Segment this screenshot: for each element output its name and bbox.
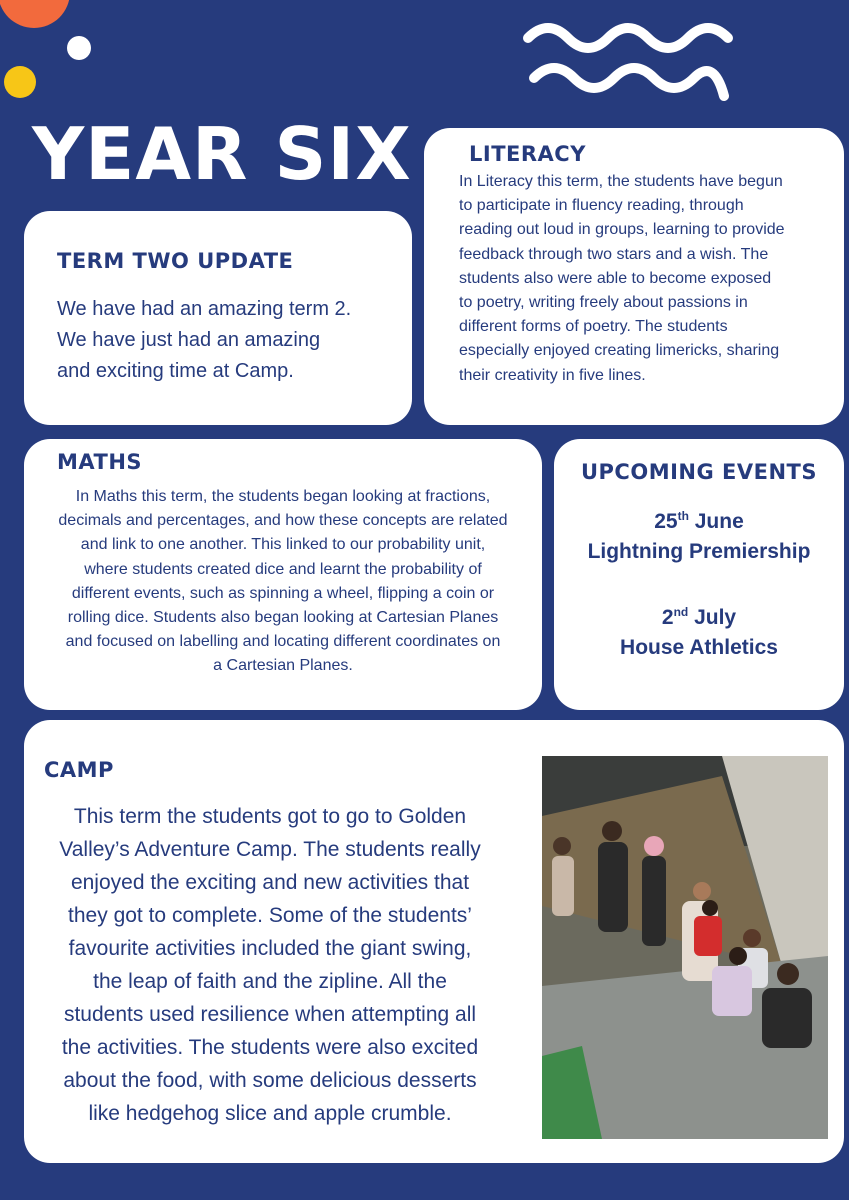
text-line: like hedgehog slice and apple crumble.	[88, 1102, 452, 1125]
text-line: especially enjoyed creating limericks, sharing	[459, 342, 780, 360]
text-line: and link to one another. This linked to our probability unit,	[80, 536, 486, 554]
text-line: decimals and percentages, and how these concepts are related	[58, 512, 508, 530]
event-name: Lightning Premiership	[587, 540, 811, 563]
text-line: to participate in fluency reading, through	[459, 197, 744, 215]
text-line: In Maths this term, the students began looking at fractions,	[75, 488, 491, 505]
event-date	[554, 509, 844, 534]
camp-photo	[542, 756, 828, 1139]
camp-heading: CAMP	[44, 758, 114, 782]
events-card	[554, 439, 844, 710]
text-line: enjoyed the exciting and new activities that	[70, 871, 470, 894]
event-day: 25	[654, 510, 678, 533]
text-line: about the food, with some delicious desserts	[63, 1069, 477, 1092]
text-line: and focused on labelling and locating different coordinates on	[65, 633, 501, 651]
maths-heading: MATHS	[57, 450, 143, 474]
event-item	[554, 509, 844, 564]
text-line: favourite activities included the giant swing,	[68, 937, 472, 960]
text-line: We have had an amazing term 2.	[57, 298, 352, 320]
text-line: the leap of faith and the zipline. All the	[93, 970, 447, 993]
camp-card	[24, 720, 844, 1163]
event-day-suffix: th	[677, 509, 689, 523]
text-line: different events, such as spinning a wheel, flipping a coin or	[71, 584, 495, 602]
literacy-text	[459, 170, 785, 388]
maths-text	[24, 485, 542, 679]
page-title: YEAR SIX	[32, 112, 412, 196]
text-line: This term the students got to go to Golden	[73, 805, 467, 828]
text-line: they got to complete. Some of the students’	[68, 904, 472, 927]
events-heading: UPCOMING EVENTS	[580, 460, 817, 484]
text-line: students also were able to become exposed	[459, 269, 772, 287]
white-dot-decoration	[67, 36, 91, 60]
text-line: students used resilience when attempting all	[63, 1003, 477, 1026]
text-line: feedback through two stars and a wish. The	[459, 245, 769, 263]
event-item	[554, 605, 844, 660]
text-line: different forms of poetry. The students	[459, 318, 728, 336]
term-update-heading: TERM TWO UPDATE	[57, 249, 294, 273]
literacy-card	[424, 128, 844, 425]
wave-decoration	[518, 16, 738, 112]
text-line: reading out loud in groups, learning to provide	[459, 221, 785, 239]
text-line: their creativity in five lines.	[459, 366, 646, 384]
text-line: We have just had an amazing	[57, 329, 321, 351]
event-day-suffix: nd	[673, 605, 689, 619]
text-line: and exciting time at Camp.	[57, 360, 294, 382]
event-name: House Athletics	[620, 636, 778, 659]
event-month: June	[694, 510, 744, 533]
orange-circle-decoration	[0, 0, 70, 28]
text-line: In Literacy this term, the students have begun	[459, 173, 783, 190]
event-date	[554, 605, 844, 630]
text-line: Valley’s Adventure Camp. The students really	[59, 838, 481, 861]
text-line: the activities. The students were also excited	[61, 1036, 479, 1059]
event-month: July	[694, 606, 737, 629]
event-day: 2	[661, 606, 674, 629]
term-update-card	[24, 211, 412, 425]
maths-card	[24, 439, 542, 710]
literacy-heading: LITERACY	[469, 142, 586, 166]
yellow-dot-decoration	[4, 66, 36, 98]
text-line: where students created dice and learnt the probability of	[84, 560, 482, 578]
camp-text	[24, 800, 516, 1130]
text-line: a Cartesian Planes.	[213, 657, 353, 675]
term-update-text	[57, 294, 351, 387]
text-line: to poetry, writing freely about passions in	[459, 294, 748, 312]
text-line: rolling dice. Students also began looking at Cartesian Planes	[67, 609, 499, 627]
